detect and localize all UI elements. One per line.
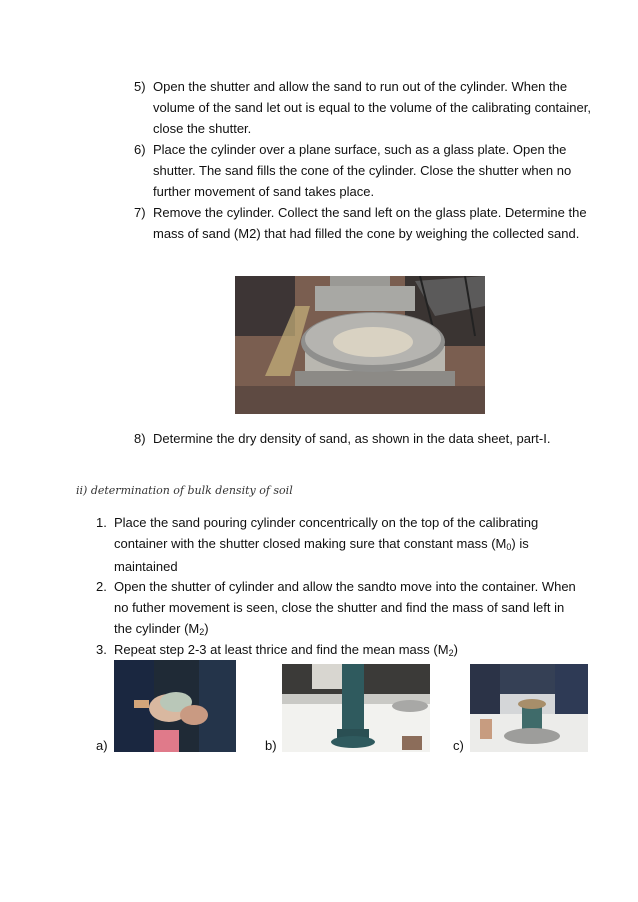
step-text: Determine the dry density of sand, as shown in the data sheet, part-I. <box>153 431 551 446</box>
step-text: Open the shutter of cylinder and allow the sandto move into the container. When no futher movement is seen, close the shutter and find the mass of sand left in the cylinder $(M_2)$ <box>114 579 576 637</box>
step-number: 1. <box>96 515 107 530</box>
photo-label-c: c) <box>453 738 464 753</box>
photo-a <box>114 660 236 752</box>
sand-tray-illustration <box>235 276 485 414</box>
photo-b-illustration <box>282 664 430 752</box>
photo-c-illustration <box>470 664 588 752</box>
step-text: Place the cylinder over a plane surface, such as a glass plate. Open the shutter. The sand fills the cone of the cylinder. Close the shutter when no further movement of sand takes place. <box>153 142 572 199</box>
photo-label-b: b) <box>265 738 277 753</box>
step-number: 6) <box>134 142 146 157</box>
photo-a-illustration <box>114 660 236 752</box>
step-number: 5) <box>134 79 146 94</box>
section-heading: ii) determination of bulk density of soil <box>76 484 293 497</box>
sand-tray-photo <box>235 276 485 414</box>
step-number: 7) <box>134 205 146 220</box>
step-number: 3. <box>96 642 107 657</box>
step-text: Place the sand pouring cylinder concentrically on the top of the calibrating container with the shutter closed making sure that constant mass $(M_0)$ is maintained <box>114 515 539 574</box>
step-text: Repeat step 2-3 at least thrice and find the mean mass $(M_2)$ <box>114 642 458 658</box>
photo-label-a: a) <box>96 738 108 753</box>
step-text: Remove the cylinder. Collect the sand left on the glass plate. Determine the mass of sand (M2) that had filled the cone by weighing the collected sand. <box>153 205 587 241</box>
photo-b <box>282 664 430 752</box>
photo-c <box>470 664 588 752</box>
step-number: 2. <box>96 579 107 594</box>
step-text: Open the shutter and allow the sand to run out of the cylinder. When the volume of the sand let out is equal to the volume of the calibrating container, close the shutter. <box>153 79 591 136</box>
step-number: 8) <box>134 431 146 446</box>
